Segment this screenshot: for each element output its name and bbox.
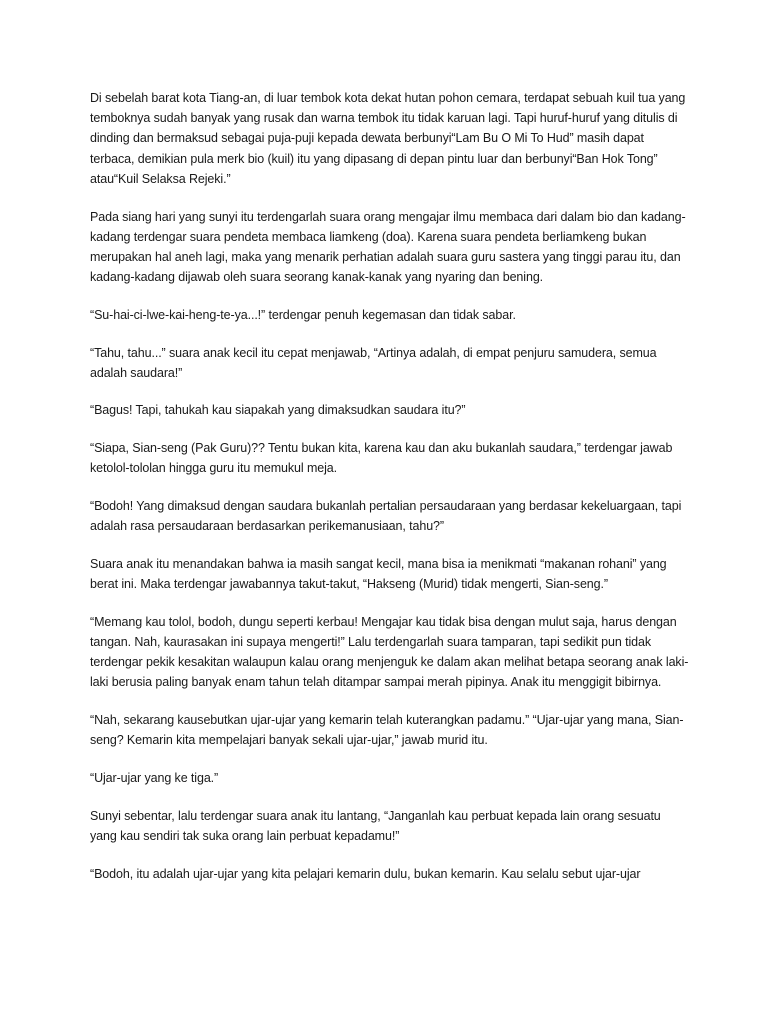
paragraph-11: “Ujar-ujar yang ke tiga.” [90, 771, 219, 786]
paragraph-8: Suara anak itu menandakan bahwa ia masih sangat kecil, mana bisa ia menikmati “makanan rohani” yang berat ini. Maka terdengar jawabannya takut-takut, “Hakseng (Murid) tidak mengerti, Sian-seng.” [90, 556, 667, 592]
paragraph-5: “Bagus! Tapi, tahukah kau siapakah yang dimaksudkan saudara itu?” [90, 403, 466, 418]
paragraph-4: “Tahu, tahu...” suara anak kecil itu cepat menjawab, “Artinya adalah, di empat penjuru samudera, semua adalah saudara!” [90, 345, 657, 380]
paragraph-6: “Siapa, Sian-seng (Pak Guru)?? Tentu bukan kita, karena kau dan aku bukanlah saudara,” terdengar jawab ketolol-tololan hingga guru itu memukul meja. [90, 441, 673, 476]
paragraph-3: “Su-hai-ci-lwe-kai-heng-te-ya...!” terdengar penuh kegemasan dan tidak sabar. [90, 307, 516, 322]
paragraph-2: Pada siang hari yang sunyi itu terdengarlah suara orang mengajar ilmu membaca dari dalam bio dan kadang-kadang terdengar suara pendeta membaca liamkeng (doa). Karena suara pendeta berliamkeng bukan merupakan hal aneh lagi, maka yang menarik perhatian adalah suara guru sastera yang tinggi parau itu, dan kadang-kadang dijawab oleh suara seorang kanak-kanak yang nyaring dan bening. [90, 209, 686, 285]
paragraph-12: Sunyi sebentar, lalu terdengar suara anak itu lantang, “Janganlah kau perbuat kepada lain orang sesuatu yang kau sendiri tak suka orang lain perbuat kepadamu!” [90, 808, 661, 843]
paragraph-13: “Bodoh, itu adalah ujar-ujar yang kita pelajari kemarin dulu, bukan kemarin. Kau selalu sebut ujar-ujar [90, 866, 641, 881]
paragraph-9: “Memang kau tolol, bodoh, dungu seperti kerbau! Mengajar kau tidak bisa dengan mulut saja, harus dengan tangan. Nah, kaurasakan ini supaya mengerti!” Lalu terdengarlah suara tamparan, tapi sedikit pun tidak terdengar pekik kesakitan walaupun kalau orang menjenguk ke dalam akan melihat betapa seorang anak laki-laki berusia paling banyak enam tahun telah ditampar sampai merah pipinya. Anak itu menggigit bibirnya. [90, 614, 689, 690]
paragraph-10: “Nah, sekarang kausebutkan ujar-ujar yang kemarin telah kuterangkan padamu.” “Ujar-ujar yang mana, Sian-seng? Kemarin kita mempelajari banyak sekali ujar-ujar,” jawab murid itu. [90, 713, 684, 748]
paragraph-1: Di sebelah barat kota Tiang-an, di luar tembok kota dekat hutan pohon cemara, terdapat sebuah kuil tua yang temboknya sudah banyak yang rusak dan warna tembok itu tidak karuan lagi. Tapi huruf-huruf yang ditulis di dinding dan bermaksud sebagai puja-puji kepada dewata berbunyi“Lam Bu O Mi To Hud” masih dapat terbaca, demikian pula merk bio (kuil) itu yang dipasang di depan pintu luar dan berbunyi“Ban Hok Tong” atau“Kuil Selaksa Rejeki.” [90, 91, 686, 186]
paragraph-7: “Bodoh! Yang dimaksud dengan saudara bukanlah pertalian persaudaraan yang berdasar kekeluargaan, tapi adalah rasa persaudaraan berdasarkan perikemanusiaan, tahu?” [90, 499, 682, 534]
document-page [90, 88, 690, 901]
